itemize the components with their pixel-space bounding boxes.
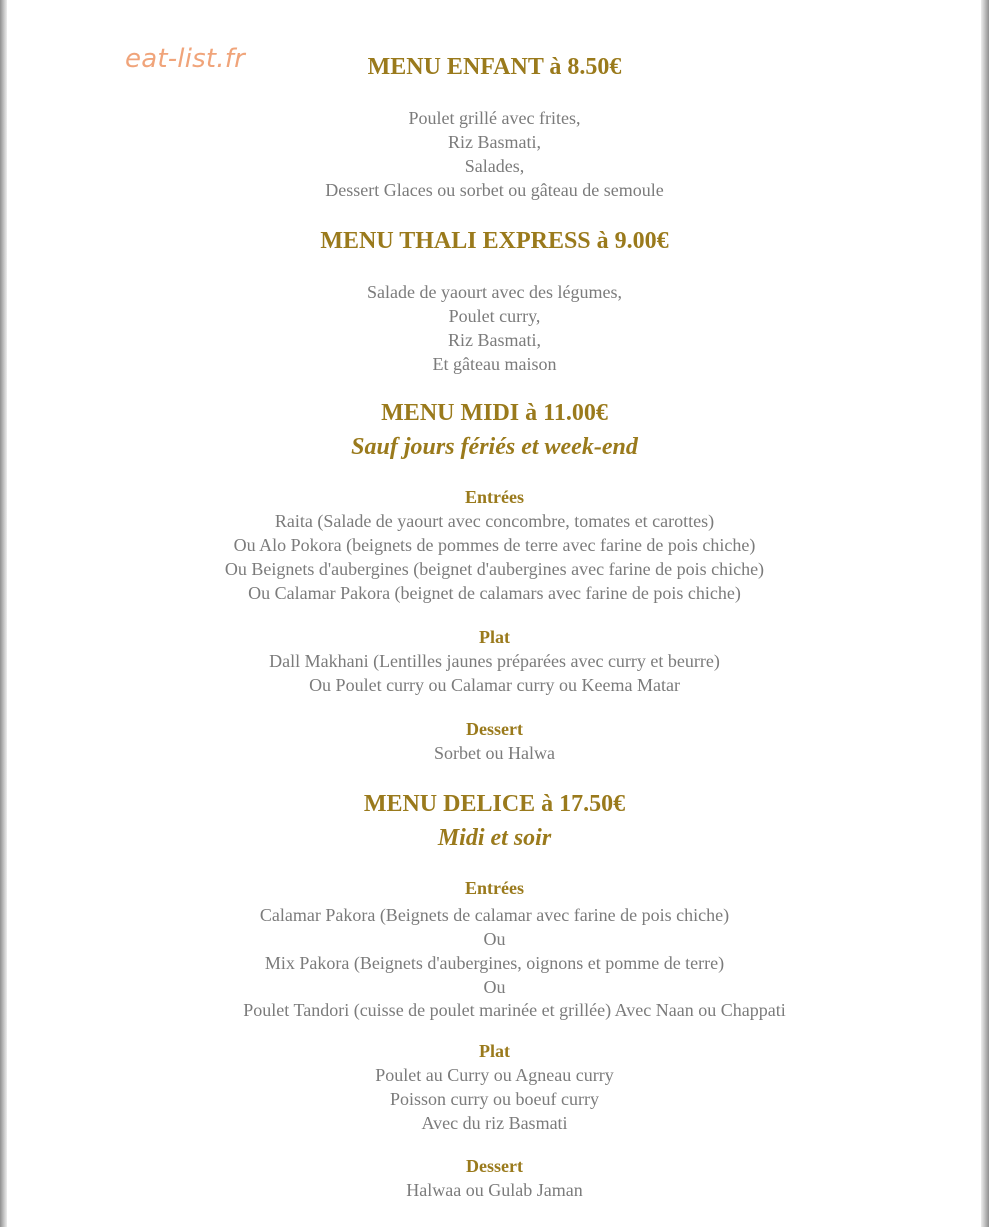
menu-item: Dall Makhani (Lentilles jaunes préparées avec curry et beurre) xyxy=(269,651,720,671)
menu-item: Poulet curry, xyxy=(448,306,541,326)
menu-delice-subtitle: Midi et soir xyxy=(437,825,552,851)
menu-delice-plat-heading: Plat xyxy=(479,1041,510,1061)
menu-item: Avec du riz Basmati xyxy=(421,1113,568,1133)
menu-item: Salades, xyxy=(464,156,525,176)
menu-item: Et gâteau maison xyxy=(432,354,557,374)
menu-midi-dessert-heading: Dessert xyxy=(466,719,523,739)
menu-item: Salade de yaourt avec des légumes, xyxy=(367,282,622,302)
menu-item: Riz Basmati, xyxy=(448,132,541,152)
menu-midi-plats xyxy=(0,649,989,697)
menu-item: Riz Basmati, xyxy=(448,330,541,350)
menu-item: Ou xyxy=(483,929,506,949)
menu-delice-desserts xyxy=(0,1178,989,1202)
menu-enfant-items xyxy=(0,106,989,202)
menu-thali-title: MENU THALI EXPRESS à 9.00€ xyxy=(320,228,669,254)
menu-midi-plat-heading: Plat xyxy=(479,627,510,647)
watermark: eat-list.fr xyxy=(125,44,245,74)
menu-delice-entrees-heading: Entrées xyxy=(465,878,524,898)
menu-item: Dessert Glaces ou sorbet ou gâteau de semoule xyxy=(325,180,664,200)
menu-item: Halwaa ou Gulab Jaman xyxy=(406,1180,583,1200)
menu-midi-entrees xyxy=(0,509,989,605)
menu-item: Raita (Salade de yaourt avec concombre, tomates et carottes) xyxy=(274,511,715,531)
menu-item: Poulet grillé avec frites, xyxy=(408,108,581,128)
menu-delice-title: MENU DELICE à 17.50€ xyxy=(363,791,626,817)
menu-item: Ou Beignets d'aubergines (beignet d'aubergines avec farine de pois chiche) xyxy=(224,559,765,579)
menu-item: Ou Poulet curry ou Calamar curry ou Keema Matar xyxy=(309,675,680,695)
menu-enfant-title: MENU ENFANT à 8.50€ xyxy=(367,54,622,80)
menu-item: Ou xyxy=(483,977,506,997)
menu-midi-subtitle: Sauf jours fériés et week-end xyxy=(351,434,638,460)
menu-item: Mix Pakora (Beignets d'aubergines, oignons et pomme de terre) xyxy=(264,953,725,973)
menu-item: Ou Calamar Pakora (beignet de calamars avec farine de pois chiche) xyxy=(248,583,741,603)
menu-delice-entree-last xyxy=(20,998,989,1022)
menu-item: Poulet Tandori (cuisse de poulet marinée et grillée) Avec Naan ou Chappati xyxy=(243,1000,786,1020)
menu-item: Poisson curry ou boeuf curry xyxy=(390,1089,599,1109)
menu-item: Poulet au Curry ou Agneau curry xyxy=(375,1065,614,1085)
menu-item: Ou Alo Pokora (beignets de pommes de terre avec farine de pois chiche) xyxy=(233,535,756,555)
menu-item: Calamar Pakora (Beignets de calamar avec farine de pois chiche) xyxy=(259,905,730,925)
menu-midi-entrees-heading: Entrées xyxy=(465,487,524,507)
menu-thali-items xyxy=(0,280,989,376)
menu-delice-entrees xyxy=(0,903,989,999)
menu-midi-title: MENU MIDI à 11.00€ xyxy=(381,400,608,426)
menu-item: Sorbet ou Halwa xyxy=(434,743,555,763)
menu-delice-plats xyxy=(0,1063,989,1135)
menu-delice-dessert-heading: Dessert xyxy=(466,1156,523,1176)
menu-midi-desserts xyxy=(0,741,989,765)
